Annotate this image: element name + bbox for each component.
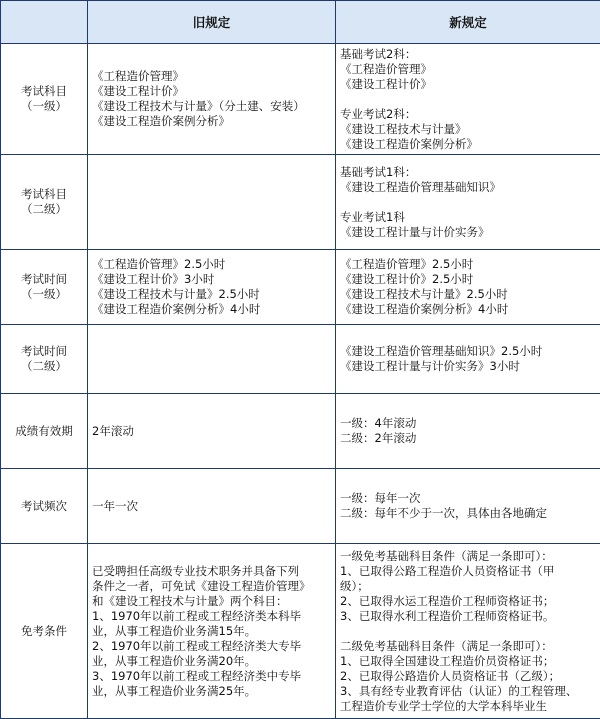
cell-text-line: 《建设工程计价》3小时 [92, 272, 331, 287]
row-label [1, 44, 88, 155]
cell-text-line: 《建设工程造价案例分析》4小时 [92, 302, 331, 317]
cell-text-line: 《建设工程计量与计价实务》 [340, 225, 596, 240]
cell-text-line: 级）； [340, 579, 596, 594]
cell-text-line: 业，从事工程造价业务满20年。 [92, 654, 331, 669]
cell-text-line: 专业考试1科 [340, 210, 596, 225]
new-rule-cell [336, 394, 600, 469]
table-row [1, 44, 600, 155]
table-row [1, 394, 600, 469]
cell-text-line [340, 92, 596, 107]
new-rule-cell [336, 469, 600, 544]
new-rule-cell [336, 250, 600, 325]
cell-text-line: 《建设工程造价案例分析》4小时 [340, 302, 596, 317]
cell-text-line: 《工程造价管理》2.5小时 [340, 257, 596, 272]
header-empty [1, 1, 88, 44]
cell-text-line: 《工程造价管理》 [92, 69, 331, 84]
row-label-line: （二级） [2, 359, 86, 374]
cell-text-line: 一级免考基础科目条件（满足一条即可）： [340, 549, 596, 564]
row-label-line: （二级） [2, 202, 86, 217]
cell-text-line: 《建设工程造价管理基础知识》2.5小时 [340, 344, 596, 359]
cell-text-line: 工程造价专业学士学位的大学本科毕业生 [340, 699, 596, 714]
new-rule-cell [336, 325, 600, 394]
cell-text-line: 二级：2年滚动 [340, 431, 596, 446]
cell-text-line: 《建设工程技术与计量》2.5小时 [92, 287, 331, 302]
cell-text-line: 二级：每年不少于一次，具体由各地确定 [340, 506, 596, 521]
table-row [1, 544, 600, 719]
table-row [1, 155, 600, 250]
new-rule-cell [336, 544, 600, 719]
new-rule-cell [336, 44, 600, 155]
table-row [1, 469, 600, 544]
cell-text-line: 已受聘担任高级专业技术职务并具备下列 [92, 564, 331, 579]
old-rule-cell [88, 250, 336, 325]
old-rule-cell [88, 44, 336, 155]
cell-text-line: 2、已取得水运工程造价工程师资格证书； [340, 594, 596, 609]
header-row [1, 1, 600, 44]
cell-text-line [340, 195, 596, 210]
cell-text-line: 《建设工程计价》2.5小时 [340, 272, 596, 287]
cell-text-line: 《工程造价管理》2.5小时 [92, 257, 331, 272]
cell-text-line: 基础考试2科： [340, 47, 596, 62]
table-row [1, 250, 600, 325]
cell-text-line: 2、1970年以前工程或工程经济类大专毕 [92, 639, 331, 654]
old-rule-cell [88, 469, 336, 544]
table-row [1, 325, 600, 394]
cell-text-line: 《建设工程造价案例分析》 [92, 114, 331, 129]
cell-text-line: 3、具有经专业教育评估（认证）的工程管理、 [340, 684, 596, 699]
row-label-line: （一级） [2, 99, 86, 114]
header-new-rules: 新规定 [336, 1, 600, 44]
cell-text-line: 《建设工程造价管理基础知识》 [340, 180, 596, 195]
cell-text-line: 基础考试1科： [340, 165, 596, 180]
cell-text-line: 《建设工程造价案例分析》 [340, 137, 596, 152]
cell-text-line: 条件之一者，可免试《建设工程造价管理》 [92, 579, 331, 594]
old-rule-cell [88, 325, 336, 394]
row-label-line: 考试科目 [2, 187, 86, 202]
cell-text-line: 和《建设工程技术与计量》两个科目： [92, 594, 331, 609]
cell-text-line: 一级：4年滚动 [340, 416, 596, 431]
row-label-line: 考试时间 [2, 272, 86, 287]
row-label-line: 考试时间 [2, 344, 86, 359]
cell-text-line: 《工程造价管理》 [340, 62, 596, 77]
cell-text-line: 专业考试2科： [340, 107, 596, 122]
cell-text-line: 《建设工程技术与计量》2.5小时 [340, 287, 596, 302]
cell-text-line: 《建设工程计价》 [340, 77, 596, 92]
cell-text-line: 2、已取得公路造价人员资格证书（乙级）； [340, 669, 596, 684]
cell-text-line: 《建设工程技术与计量》 [340, 122, 596, 137]
cell-text-line: 业，从事工程造价业务满15年。 [92, 624, 331, 639]
cell-text-line [340, 624, 596, 639]
row-label-line: 成绩有效期 [2, 424, 86, 439]
header-old-rules: 旧规定 [88, 1, 336, 44]
cell-text-line: 1、已取得全国建设工程造价员资格证书； [340, 654, 596, 669]
cell-text-line: 3、1970年以前工程或工程经济类中专毕 [92, 669, 331, 684]
cell-text-line: 2年滚动 [92, 424, 331, 439]
cell-text-line: 二级免考基础科目条件（满足一条即可）： [340, 639, 596, 654]
row-label [1, 325, 88, 394]
row-label [1, 469, 88, 544]
cell-text-line: 3、已取得水利工程造价工程师资格证书。 [340, 609, 596, 624]
cell-text-line: 《建设工程计价》 [92, 84, 331, 99]
row-label [1, 250, 88, 325]
old-rule-cell [88, 394, 336, 469]
row-label [1, 544, 88, 719]
cell-text-line: 《建设工程技术与计量》（分土建、安装） [92, 99, 331, 114]
row-label [1, 155, 88, 250]
cell-text-line: 1、已取得公路工程造价人员资格证书（甲 [340, 564, 596, 579]
cell-text-line: 《建设工程计量与计价实务》3小时 [340, 359, 596, 374]
row-label-line: 免考条件 [2, 624, 86, 639]
row-label-line: （一级） [2, 287, 86, 302]
cell-text-line: 1、1970年以前工程或工程经济类本科毕 [92, 609, 331, 624]
row-label-line: 考试科目 [2, 84, 86, 99]
cell-text-line: 业，从事工程造价业务满25年。 [92, 684, 331, 699]
old-rule-cell [88, 544, 336, 719]
new-rule-cell [336, 155, 600, 250]
cell-text-line: 一级：每年一次 [340, 491, 596, 506]
row-label-line: 考试频次 [2, 499, 86, 514]
row-label [1, 394, 88, 469]
old-rule-cell [88, 155, 336, 250]
cell-text-line: 一年一次 [92, 499, 331, 514]
